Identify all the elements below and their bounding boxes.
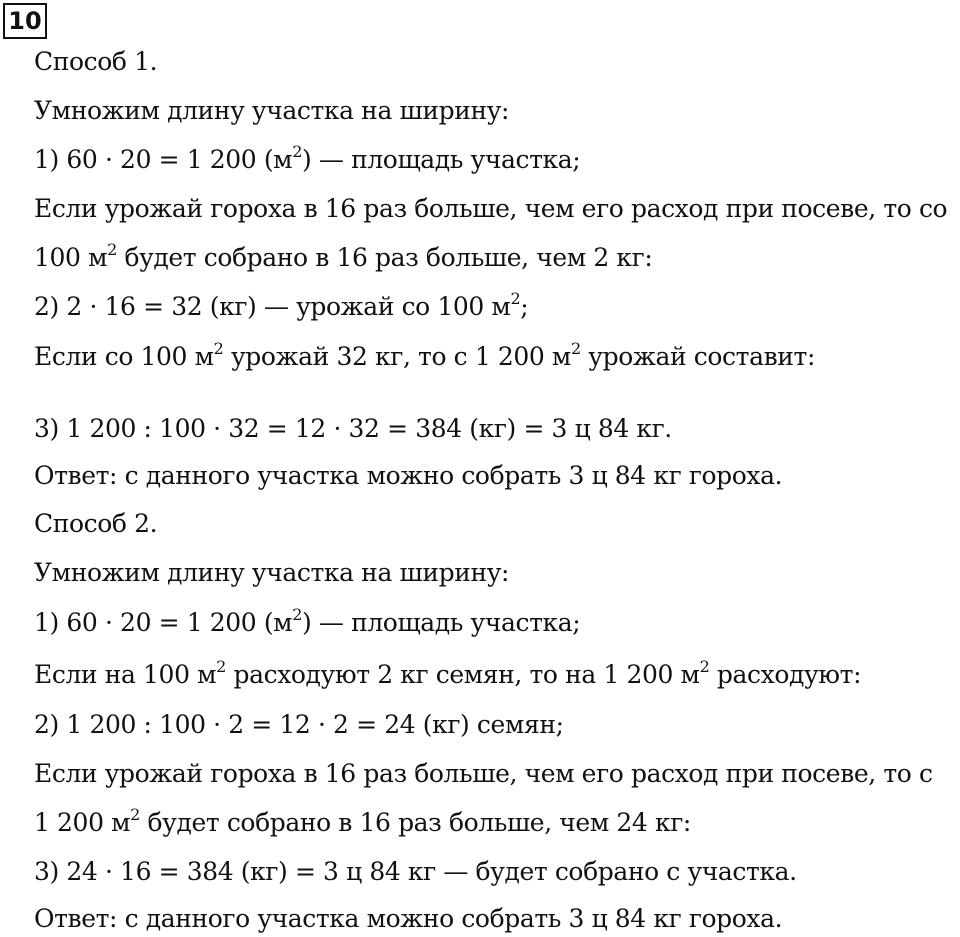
method1-intro: Умножим длину участка на ширину: <box>34 96 510 125</box>
problem-number-badge: 10 <box>3 3 47 39</box>
method2-step1: 1) 60 · 20 = 1 200 $(м^2)$ — площадь участка; <box>34 604 581 637</box>
method1-note1-cont: 100 $м^2$ будет собрано в 16 раз больше, чем 2 кг: <box>34 239 653 272</box>
method1-note1: Если урожай гороха в 16 раз больше, чем его расход при посеве, то со <box>34 194 948 223</box>
method1-note2: Если со 100 $м^2$ урожай 32 кг, то с 1 200 $м^2$ урожай составит: <box>34 338 815 371</box>
method1-answer: Ответ: с данного участка можно собрать 3 ц 84 кг гороха. <box>34 461 783 490</box>
method2-title: Способ 2. <box>34 509 158 538</box>
method1-title: Способ 1. <box>34 47 158 76</box>
method1-step2: 2) 2 · 16 = 32 (кг) — урожай со 100 $м^2$; <box>34 288 529 321</box>
method2-step3: 3) 24 · 16 = 384 (кг) = 3 ц 84 кг — будет собрано с участка. <box>34 857 797 886</box>
method2-answer: Ответ: с данного участка можно собрать 3 ц 84 кг гороха. <box>34 904 783 933</box>
method2-note2: Если урожай гороха в 16 раз больше, чем его расход при посеве, то с <box>34 759 933 788</box>
method2-intro: Умножим длину участка на ширину: <box>34 558 510 587</box>
method2-step2: 2) 1 200 : 100 · 2 = 12 · 2 = 24 (кг) семян; <box>34 710 564 739</box>
method1-step1: 1) 60 · 20 = 1 200 $(м^2)$ — площадь участка; <box>34 141 581 174</box>
method2-note2-cont: 1 200 $м^2$ будет собрано в 16 раз больше, чем 24 кг: <box>34 804 691 837</box>
method1-step3: 3) 1 200 : 100 · 32 = 12 · 32 = 384 (кг) = 3 ц 84 кг. <box>34 414 672 443</box>
method2-note1: Если на 100 $м^2$ расходуют 2 кг семян, то на 1 200 $м^2$ расходуют: <box>34 656 862 689</box>
